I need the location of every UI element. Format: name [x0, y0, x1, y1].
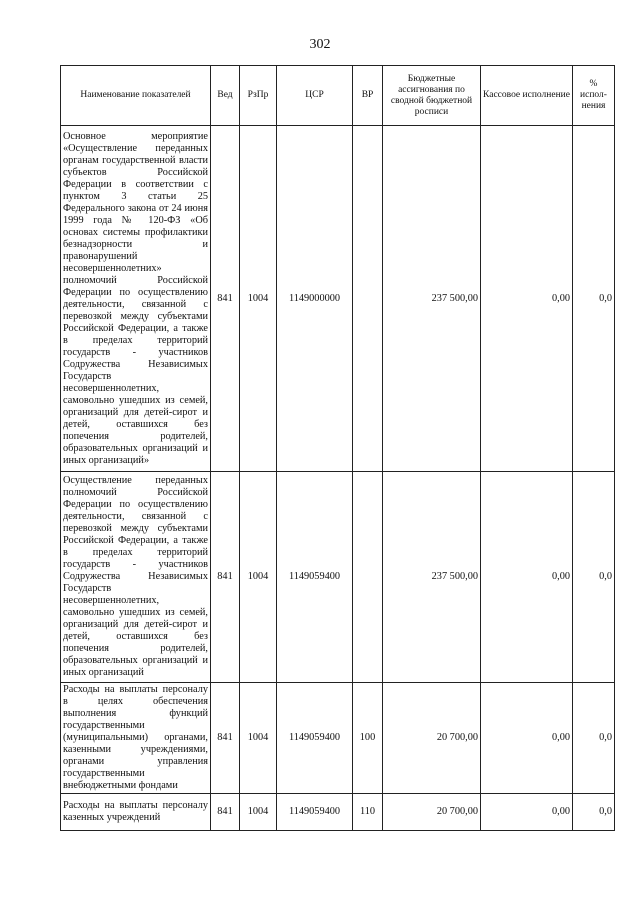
row-cash: 0,00	[481, 126, 573, 472]
header-vr: ВР	[353, 66, 383, 126]
row-csr: 1149059400	[277, 794, 353, 831]
header-rzpr: РзПр	[240, 66, 277, 126]
row-ved: 841	[211, 472, 240, 683]
row-budget: 237 500,00	[383, 472, 481, 683]
row-name: Расходы на выплаты персоналу в целях обеспечения выполнения функций государственными (муниципальными) органами, казенными учреждениями, органами управления государственными внебюджетными фондами	[61, 683, 211, 794]
table-header-row	[61, 66, 615, 126]
row-vr: 110	[353, 794, 383, 831]
row-rzpr: 1004	[240, 472, 277, 683]
row-ved: 841	[211, 794, 240, 831]
row-name: Осуществление переданных полномочий Российской Федерации по осуществлению деятельности, связанной с перевозкой между субъектами Российской Федерации, а также в пределах территорий государств - участников Содружества Независимых Государств несовершеннолетних, самовольно ушедших из семей, организаций для детей-сирот и детей, оставшихся без попечения родителей, образовательных организаций и иных организаций	[61, 472, 211, 683]
row-csr: 1149059400	[277, 683, 353, 794]
table-row	[61, 794, 615, 831]
row-pct: 0,0	[573, 683, 615, 794]
row-name: Расходы на выплаты персоналу казенных учреждений	[61, 794, 211, 831]
header-pct: % испол-нения	[573, 66, 615, 126]
row-name: Основное мероприятие «Осуществление переданных органам государственной власти субъектов Российской Федерации в соответствии с пунктом 3 статьи 25 Федерального закона от 24 июня 1999 года № 120-ФЗ «Об основах системы профилактики безнадзорности и правонарушений несовершеннолетних» полномочий Российской Федерации по осуществлению деятельности, связанной с перевозкой между субъектами Российской Федерации, а также в пределах территорий государств - участников Содружества Независимых Государств несовершеннолетних, самовольно ушедших из семей, организаций для детей-сирот и детей, оставшихся без попечения родителей, образовательных организаций и иных организаций»	[61, 126, 211, 472]
row-rzpr: 1004	[240, 126, 277, 472]
header-budget: Бюджетные ассигнования по сводной бюджетной росписи	[383, 66, 481, 126]
row-budget: 20 700,00	[383, 683, 481, 794]
budget-execution-table	[60, 65, 615, 831]
header-ved: Вед	[211, 66, 240, 126]
header-csr: ЦСР	[277, 66, 353, 126]
table-row	[61, 683, 615, 794]
row-cash: 0,00	[481, 794, 573, 831]
row-csr: 1149059400	[277, 472, 353, 683]
row-vr: 100	[353, 683, 383, 794]
row-pct: 0,0	[573, 126, 615, 472]
row-ved: 841	[211, 126, 240, 472]
row-budget: 20 700,00	[383, 794, 481, 831]
row-ved: 841	[211, 683, 240, 794]
table-row	[61, 126, 615, 472]
row-cash: 0,00	[481, 683, 573, 794]
table-row	[61, 472, 615, 683]
header-name: Наименование показателей	[61, 66, 211, 126]
row-pct: 0,0	[573, 472, 615, 683]
row-pct: 0,0	[573, 794, 615, 831]
page-number: 302	[309, 37, 331, 52]
header-cash: Кассовое исполнение	[481, 66, 573, 126]
row-rzpr: 1004	[240, 794, 277, 831]
row-vr	[353, 126, 383, 472]
row-csr: 1149000000	[277, 126, 353, 472]
row-cash: 0,00	[481, 472, 573, 683]
row-rzpr: 1004	[240, 683, 277, 794]
row-vr	[353, 472, 383, 683]
row-budget: 237 500,00	[383, 126, 481, 472]
